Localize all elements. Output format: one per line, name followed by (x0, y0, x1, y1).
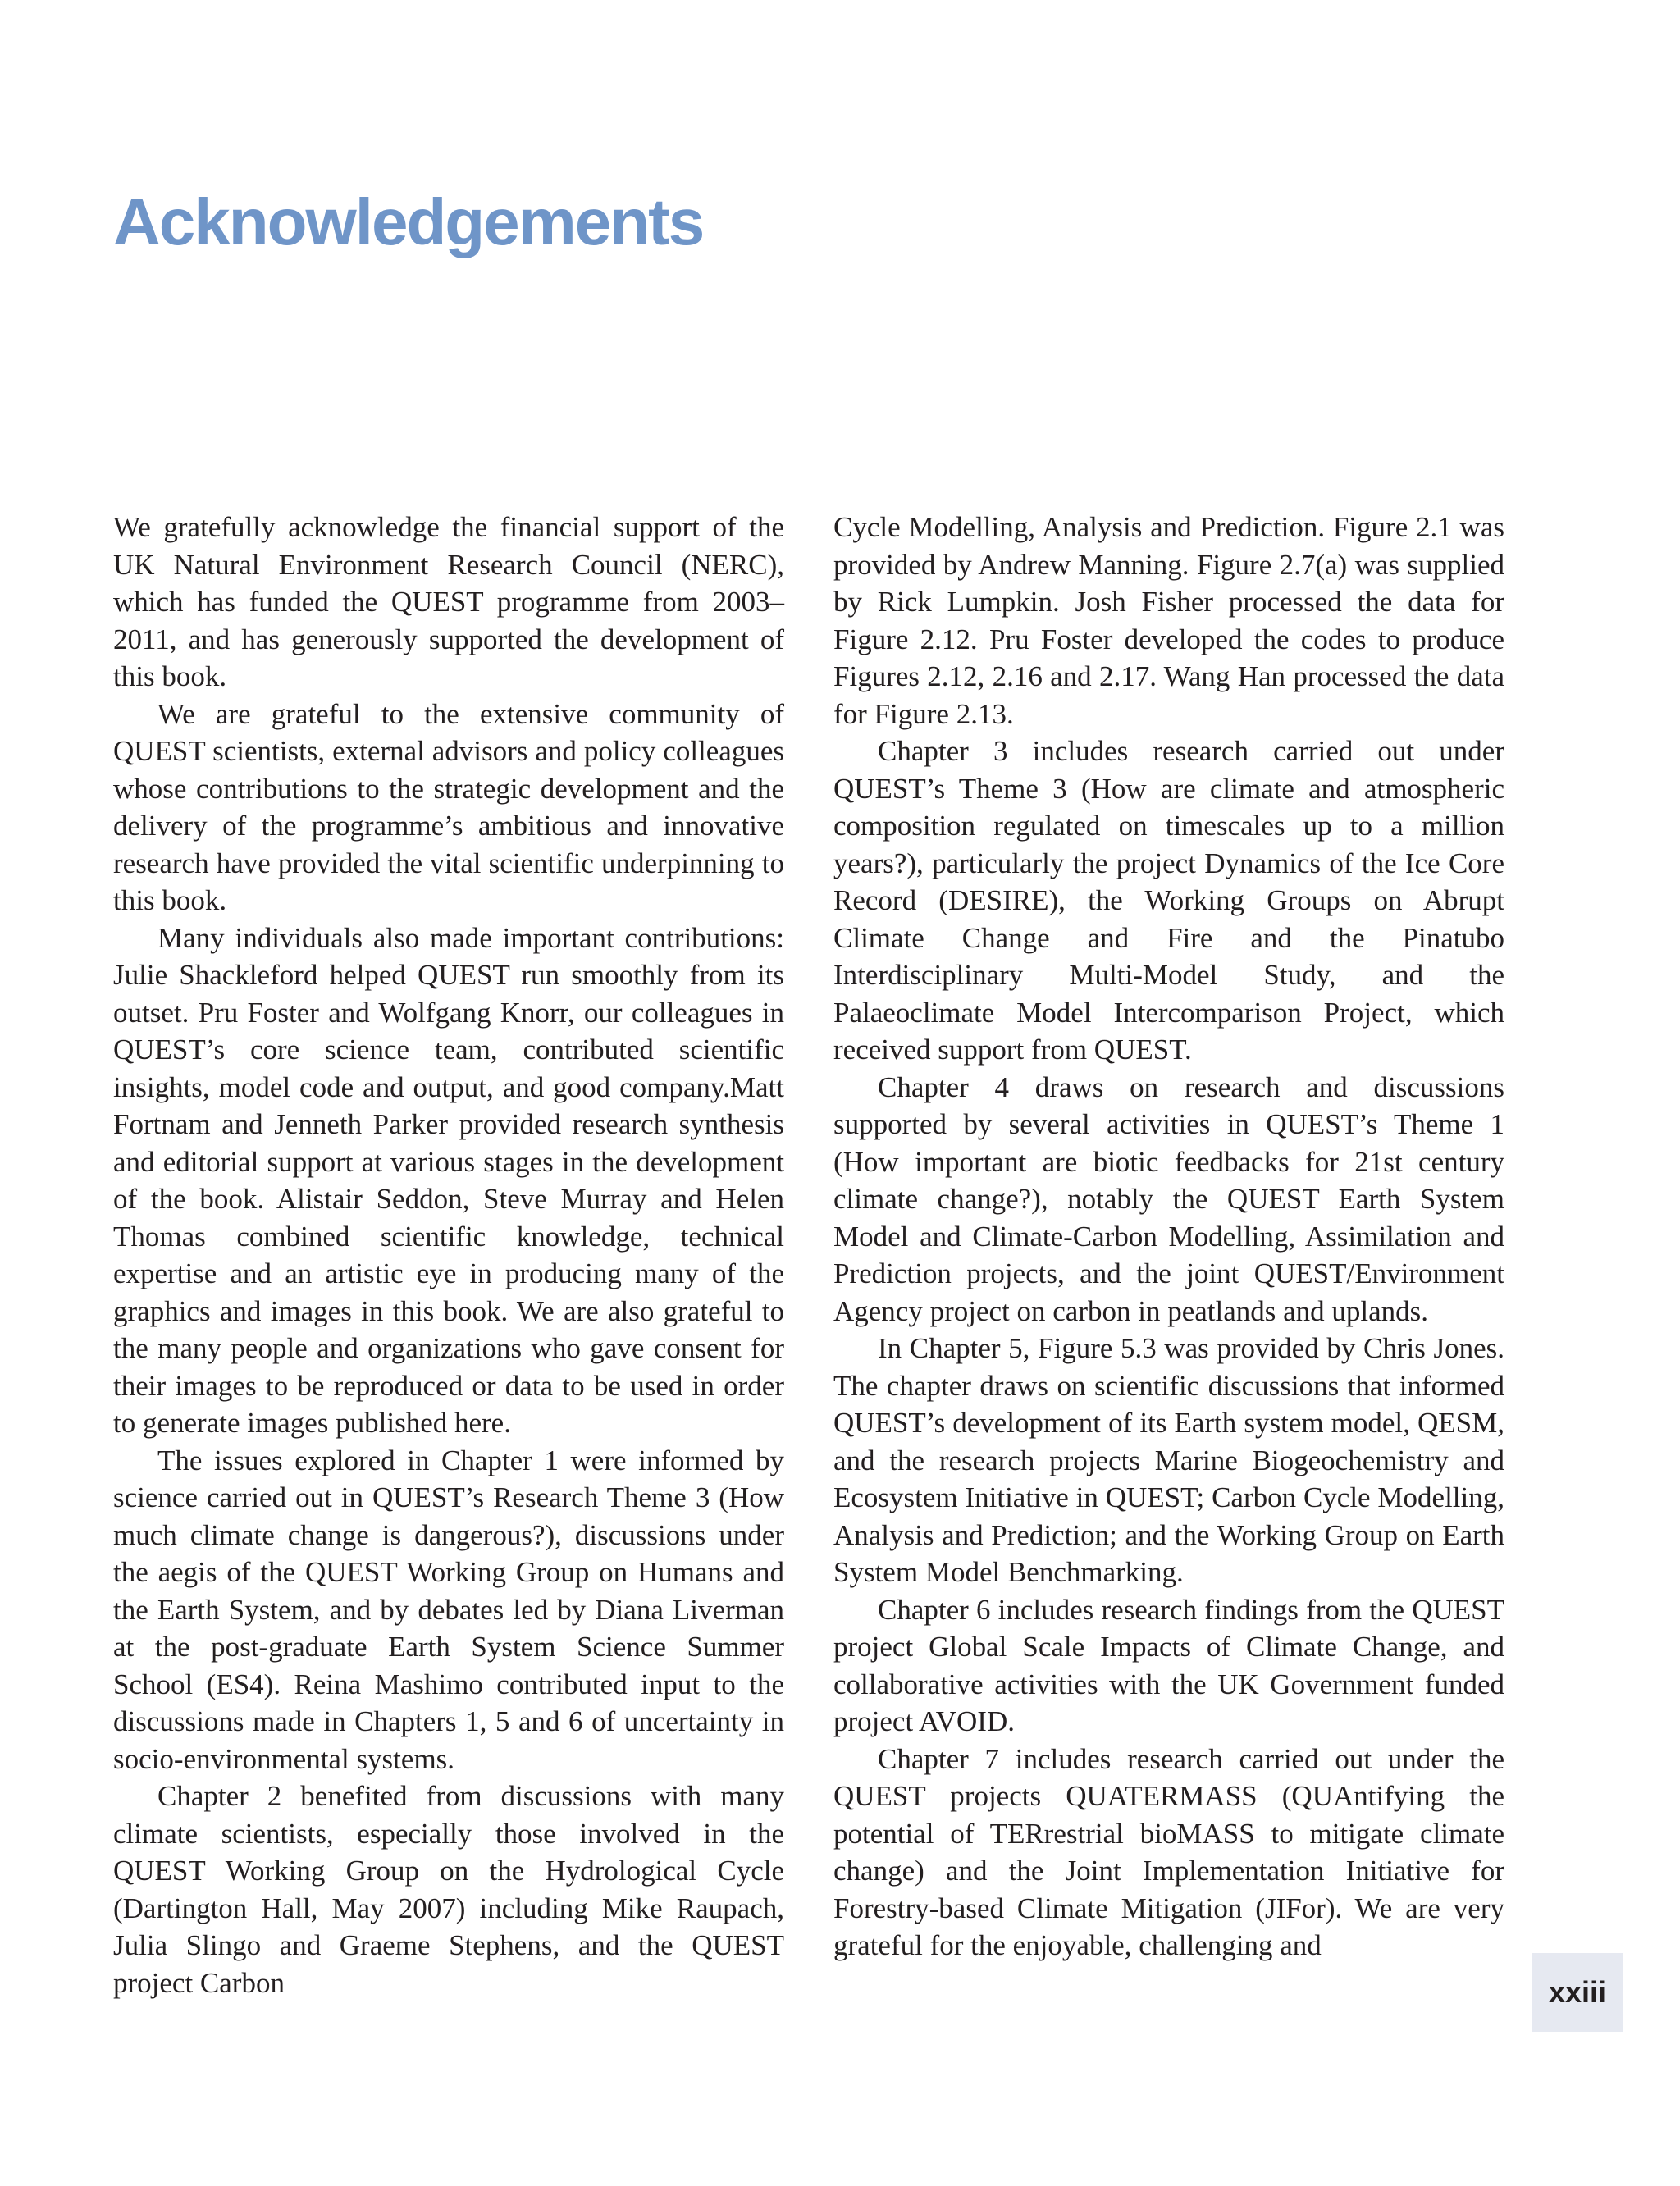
paragraph-nerc-support: We gratefully acknowledge the financial support of the UK Natural Environment Research Council (NERC), which has funded the QUEST programme from 2003–2011, and has generously supported the development of this book. (113, 511, 784, 692)
paragraph-chapter-1: The issues explored in Chapter 1 were informed by science carried out in QUEST’s Research Theme 3 (How much climate change is dangerous?), discussions under the aegis of the QUEST Working Group on Humans and the Earth System, and by debates led by Diana Liverman at the post-graduate Earth System Science Summer School (ES4). Reina Mashimo contributed input to the discussions made in Chapters 1, 5 and 6 of uncertainty in socio-environmental systems. (113, 1444, 784, 1775)
paragraph-chapter-7: Chapter 7 includes research carried out under the QUEST projects QUATERMASS (QUAntifying the potential of TERrestrial bioMASS to mitigate climate change) and the Joint Implementation Initiative for Forestry-based Climate Mitigation (JIFor). We are very grateful for the enjoyable, challenging and (833, 1742, 1504, 1961)
paragraph-chapter-2: Chapter 2 benefited from discussions with many climate scientists, especially those involved in the QUEST Working Group on the Hydrological Cycle (Dartington Hall, May 2007) including Mike Raupach, Julia Slingo and Graeme Stephens, and the QUEST project Carbon (113, 1780, 784, 1999)
paragraph-individual-contributions: Many individuals also made important contributions: Julie Shackleford helped QUEST run smoothly from its outset. Pru Foster and Wolfgang Knorr, our colleagues in QUEST’s core science team, contributed scientific insights, model code and output, and good company.Matt Fortnam and Jenneth Parker provided research synthesis and editorial support at various stages in the development of the book. Alistair Seddon, Steve Murray and Helen Thomas combined scientific knowledge, technical expertise and an artistic eye in producing many of the graphics and images in this book. We are also grateful to the many people and organizations who gave consent for their images to be reproduced or data to be used in order to generate images published here. (113, 921, 784, 1439)
page-number-tab (1532, 1953, 1623, 2032)
paragraph-quest-community: We are grateful to the extensive community of QUEST scientists, external advisors and policy colleagues whose contributions to the strategic development and the delivery of the programme’s ambitious and innovative research have provided the vital scientific underpinning to this book. (113, 697, 784, 916)
paragraph-chapter-6: Chapter 6 includes research findings from the QUEST project Global Scale Impacts of Climate Change, and collaborative activities with the UK Government funded project AVOID. (833, 1593, 1504, 1737)
right-column (833, 509, 1504, 1965)
left-column (113, 509, 784, 2001)
paragraph-chapter-2-continued: Cycle Modelling, Analysis and Prediction. Figure 2.1 was provided by Andrew Manning. Figure 2.7(a) was supplied by Rick Lumpkin. Josh Fisher processed the data for Figure 2.12. Pru Foster developed the codes to produce Figures 2.12, 2.16 and 2.17. Wang Han processed the data for Figure 2.13. (833, 511, 1504, 730)
paragraph-chapter-5: In Chapter 5, Figure 5.3 was provided by Chris Jones. The chapter draws on scientific discussions that informed QUEST’s development of its Earth system model, QESM, and the research projects Marine Biogeochemistry and Ecosystem Initiative in QUEST; Carbon Cycle Modelling, Analysis and Prediction; and the Working Group on Earth System Model Benchmarking. (833, 1332, 1504, 1588)
paragraph-chapter-4: Chapter 4 draws on research and discussions supported by several activities in QUEST’s Theme 1 (How important are biotic feedbacks for 21st century climate change?), notably the QUEST Earth System Model and Climate-Carbon Modelling, Assimilation and Prediction projects, and the joint QUEST/Environment Agency project on carbon in peatlands and uplands. (833, 1070, 1504, 1327)
page-number: xxiii (1548, 1975, 1607, 2009)
page-title: Acknowledgements (113, 185, 704, 258)
paragraph-chapter-3: Chapter 3 includes research carried out under QUEST’s Theme 3 (How are climate and atmospheric composition regulated on timescales up to a million years?), particularly the project Dynamics of the Ice Core Record (DESIRE), the Working Groups on Abrupt Climate Change and Fire and the Pinatubo Interdisciplinary Multi-Model Study, and the Palaeoclimate Model Intercomparison Project, which received support from QUEST. (833, 735, 1504, 1066)
